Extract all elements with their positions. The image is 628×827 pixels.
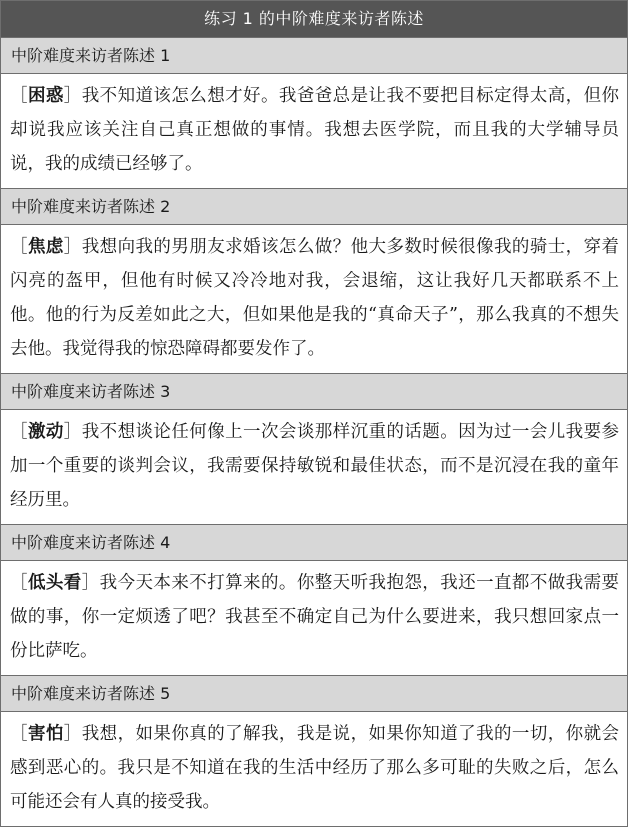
close-bracket: ］ — [63, 422, 82, 442]
statement-2-emotion: 焦虑 — [27, 237, 64, 257]
statement-1-body — [1, 74, 627, 188]
close-bracket: ］ — [63, 237, 82, 257]
exercise-title: 练习 1 的中阶难度来访者陈述 — [1, 1, 627, 37]
statement-3-text: 我不想谈论任何像上一次会谈那样沉重的话题。因为过一会儿我要参加一个重要的谈判会议，我需要保持敏锐和最佳状态，而不是沉浸在我的童年经历里。 — [10, 422, 620, 510]
statement-2-header: 中阶难度来访者陈述 2 — [1, 188, 627, 225]
statement-3-body — [1, 410, 627, 524]
open-bracket: ［ — [10, 86, 28, 106]
statement-1-text: 我不知道该怎么想才好。我爸爸总是让我不要把目标定得太高，但你却说我应该关注自己真正想做的事情。我想去医学院，而且我的大学辅导员说，我的成绩已经够了。 — [10, 86, 620, 174]
close-bracket: ］ — [63, 86, 82, 106]
open-bracket: ［ — [10, 422, 28, 442]
open-bracket: ［ — [10, 237, 28, 257]
statement-5-emotion: 害怕 — [27, 724, 64, 744]
close-bracket: ］ — [81, 573, 100, 593]
statement-2-text: 我想向我的男朋友求婚该怎么做？他大多数时候很像我的骑士，穿着闪亮的盔甲，但他有时候又冷冷地对我，会退缩，这让我好几天都联系不上他。他的行为反差如此之大，但如果他是我的“真命天子”，那么我真的不想失去他。我觉得我的惊恐障碍都要发作了。 — [10, 237, 620, 359]
open-bracket: ［ — [10, 573, 28, 593]
statement-2-body — [1, 225, 627, 373]
statement-4-header: 中阶难度来访者陈述 4 — [1, 524, 627, 561]
statement-4-emotion: 低头看 — [27, 573, 82, 593]
statement-5-body — [1, 712, 627, 826]
statement-3-emotion: 激动 — [27, 422, 64, 442]
statement-5-header: 中阶难度来访者陈述 5 — [1, 675, 627, 712]
statement-4-text: 我今天本来不打算来的。你整天听我抱怨，我还一直都不做我需要做的事，你一定烦透了吧？我甚至不确定自己为什么要进来，我只想回家点一份比萨吃。 — [10, 573, 620, 661]
statement-5-text: 我想，如果你真的了解我，我是说，如果你知道了我的一切，你就会感到恶心的。我只是不知道在我的生活中经历了那么多可耻的失败之后，怎么可能还会有人真的接受我。 — [10, 724, 620, 812]
open-bracket: ［ — [10, 724, 28, 744]
statement-3-header: 中阶难度来访者陈述 3 — [1, 373, 627, 410]
statement-4-body — [1, 561, 627, 675]
statement-1-header: 中阶难度来访者陈述 1 — [1, 37, 627, 74]
statement-1-emotion: 困惑 — [27, 86, 64, 106]
close-bracket: ］ — [63, 724, 82, 744]
